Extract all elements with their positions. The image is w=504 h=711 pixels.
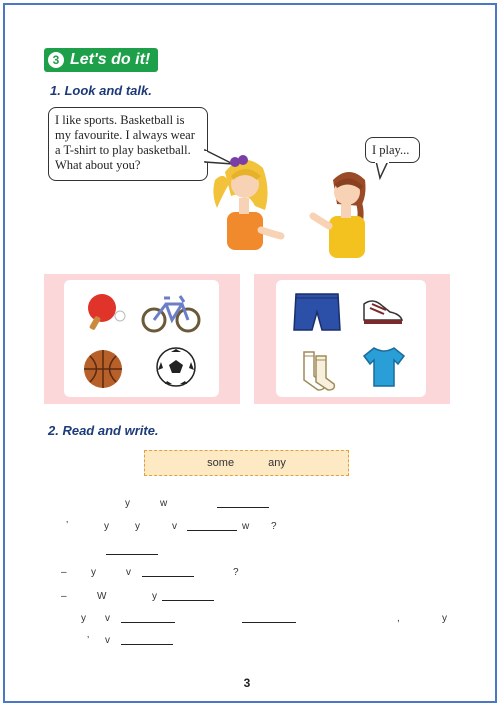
bicycle-icon: [140, 290, 202, 334]
exercise-1-heading: 1. Look and talk.: [50, 83, 152, 98]
bubble-text: I play...: [372, 143, 410, 157]
word-some: some: [207, 457, 235, 469]
word-box: [144, 450, 349, 476]
basketball-icon: [82, 348, 124, 390]
sentence-2-part: y: [135, 521, 140, 532]
sentence-7-part: v: [105, 635, 110, 646]
sentence-6-part: y: [442, 613, 447, 624]
bubble-line: my favourite. I always wear: [55, 128, 195, 142]
sentence-2-part: y: [104, 521, 109, 532]
sentence-6-part: v: [105, 613, 110, 624]
sentence-2-blank[interactable]: [187, 520, 237, 534]
speech-bubble-girl: [48, 107, 208, 181]
sentence-4-part: v: [126, 567, 131, 578]
clothes-panel: [254, 274, 450, 404]
sentence-2-part: w: [242, 521, 250, 532]
socks-icon: [296, 350, 338, 392]
sentence-3-blank[interactable]: [106, 544, 158, 558]
sentence-1-blank[interactable]: [217, 497, 269, 511]
sentence-2-part: ?: [271, 521, 277, 532]
sentence-2-part: v: [172, 521, 177, 532]
boy-illustration: [305, 160, 380, 265]
sentence-4-part: y: [91, 567, 96, 578]
sentence-5-part: W: [97, 591, 107, 602]
bubble-line: What about you?: [55, 158, 141, 172]
shorts-icon: [292, 290, 342, 334]
sentence-7: ’: [87, 635, 90, 646]
sentence-4: –: [61, 567, 67, 578]
sentence-5-part: y: [152, 591, 157, 602]
girl-illustration: [205, 150, 290, 260]
sentence-5-blank[interactable]: [162, 590, 214, 604]
sentence-6-part: ,: [397, 613, 400, 624]
sentence-1-part: w: [160, 498, 168, 509]
sentence-7-blank[interactable]: [121, 634, 173, 648]
word-any: any: [268, 457, 286, 469]
sentence-6: y: [81, 613, 86, 624]
sentence-6-blank-1[interactable]: [121, 612, 175, 626]
football-icon: [155, 346, 197, 388]
sentence-6-blank-2[interactable]: [242, 612, 296, 626]
table-tennis-bat-icon: [82, 292, 130, 332]
sentence-5: –: [61, 591, 67, 602]
section-title: Let's do it!: [70, 51, 151, 68]
section-number: 3: [48, 52, 64, 68]
t-shirt-icon: [360, 344, 408, 388]
sentence-1: y: [125, 498, 130, 509]
sentence-4-part: ?: [233, 567, 239, 578]
sneakers-icon: [360, 294, 406, 330]
sentence-4-blank[interactable]: [142, 566, 194, 580]
section-badge: [44, 48, 158, 72]
bubble-line: I like sports. Basketball is: [55, 113, 185, 127]
page-number: 3: [243, 676, 251, 690]
exercise-2-heading: 2. Read and write.: [48, 423, 159, 438]
bubble-line: a T-shirt to play basketball.: [55, 143, 191, 157]
sentence-2: ’: [66, 520, 69, 531]
